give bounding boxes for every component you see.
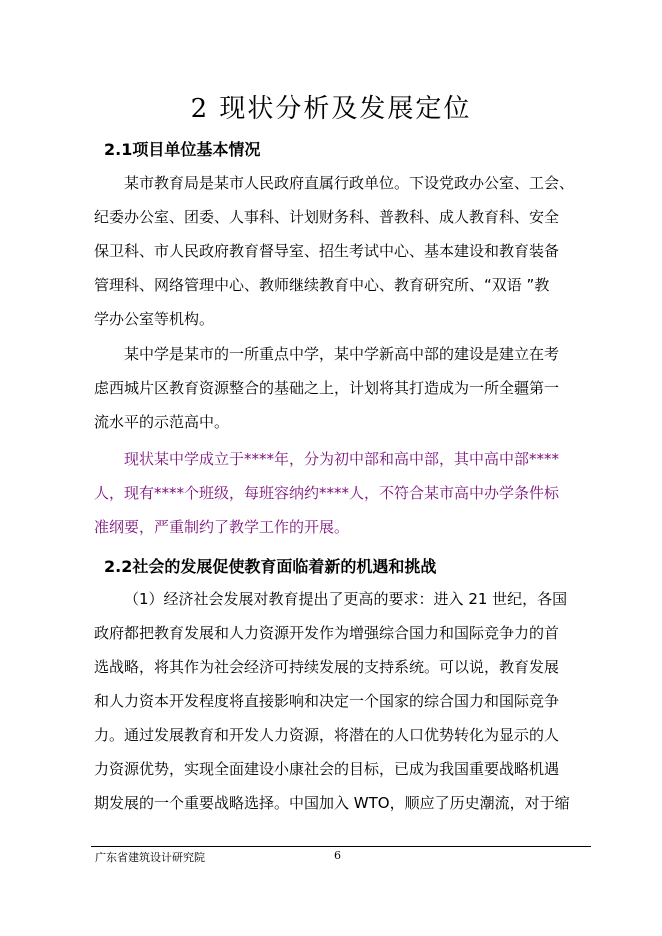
section-heading-2-1: 2.1项目单位基本情况 <box>104 140 261 159</box>
text-line: 力。通过发展教育和开发人力资源，将潜在的人口优势转化为显示的人 <box>94 726 560 744</box>
text-line: 选战略，将其作为社会经济可持续发展的支持系统。可以说，教育发展 <box>94 658 560 676</box>
text-line: 某市教育局是某市人民政府直属行政单位。下设党政办公室、工会、 <box>124 174 575 192</box>
footer-divider <box>91 846 591 847</box>
text-line: 学办公室等机构。 <box>94 310 215 328</box>
paragraph-school-overview <box>94 337 594 439</box>
paragraph-education-bureau <box>94 166 594 336</box>
paragraph-economic-development <box>94 582 594 820</box>
footer-organization: 广东省建筑设计研究院 <box>95 851 205 864</box>
text-line: 准纲要，严重制约了教学工作的开展。 <box>94 518 350 536</box>
text-line: 人，现有****个班级，每班容纳约****人，不符合某市高中办学条件标 <box>94 484 560 502</box>
text-line: 纪委办公室、团委、人事科、计划财务科、普教科、成人教育科、安全 <box>94 208 560 226</box>
text-line: 现状某中学成立于****年，分为初中部和高中部，其中高中部**** <box>124 450 560 468</box>
text-line: 流水平的示范高中。 <box>94 413 230 431</box>
text-line: 某中学是某市的一所重点中学，某中学新高中部的建设是建立在考 <box>124 345 560 363</box>
text-line: 管理科、网络管理中心、教师继续教育中心、教育研究所、“双语 ”教 <box>94 276 550 294</box>
text-line: 期发展的一个重要战略选择。中国加入 WTO，顺应了历史潮流，对于缩 <box>94 794 570 812</box>
text-line: 政府都把教育发展和人力资源开发作为增强综合国力和国际竞争力的首 <box>94 624 560 642</box>
text-line: 保卫科、市人民政府教育督导室、招生考试中心、基本建设和教育装备 <box>94 242 560 260</box>
paragraph-current-status-highlight <box>94 442 594 544</box>
text-line: （1）经济社会发展对教育提出了更高的要求：进入 21 世纪，各国 <box>124 590 568 608</box>
section-heading-2-2: 2.2社会的发展促使教育面临着新的机遇和挑战 <box>104 557 437 576</box>
page-number: 6 <box>334 849 341 862</box>
text-line: 虑西城片区教育资源整合的基础之上，计划将其打造成为一所全疆第一 <box>94 379 560 397</box>
text-line: 力资源优势，实现全面建设小康社会的目标，已成为我国重要战略机遇 <box>94 760 560 778</box>
chapter-title: 2 现状分析及发展定位 <box>190 94 472 124</box>
text-line: 和人力资本开发程度将直接影响和决定一个国家的综合国力和国际竞争 <box>94 692 560 710</box>
